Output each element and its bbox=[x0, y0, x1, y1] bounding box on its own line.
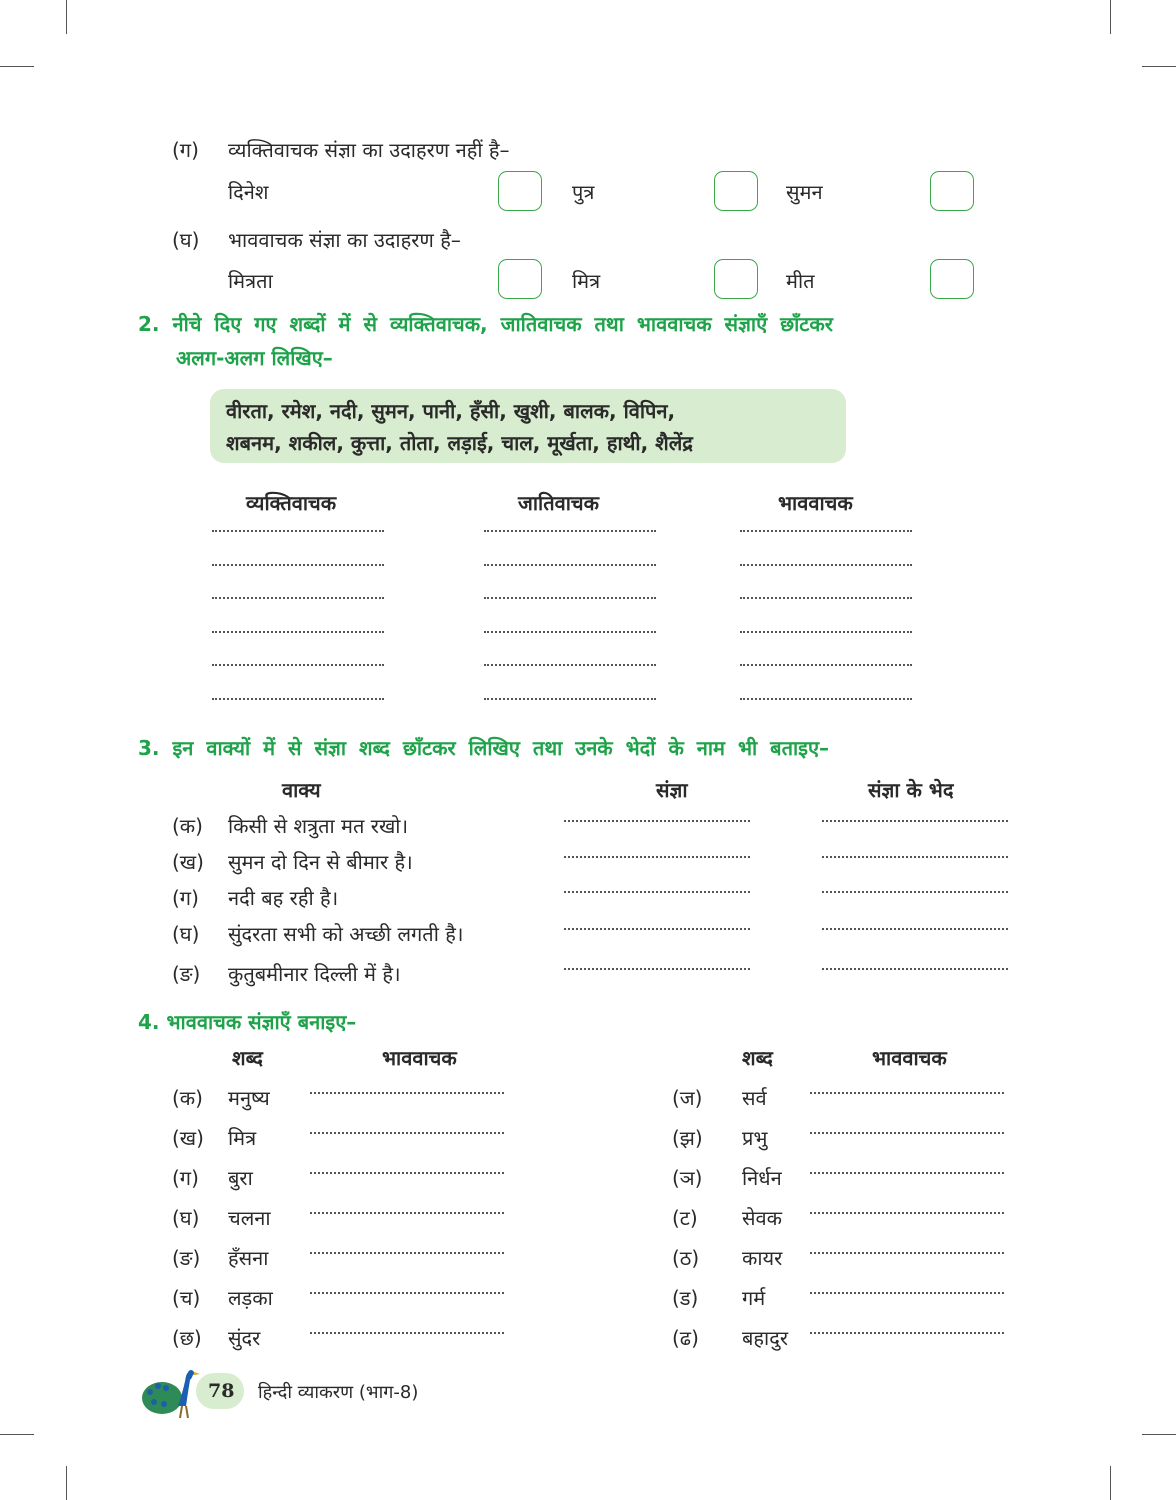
abstract-noun-answer-line[interactable] bbox=[310, 1092, 504, 1094]
noun-type-answer-line[interactable] bbox=[822, 891, 1008, 893]
book-title: हिन्दी व्याकरण (भाग-8) bbox=[258, 1382, 419, 1403]
q1-g-option-1: दिनेश bbox=[228, 180, 269, 204]
answer-checkbox[interactable] bbox=[714, 259, 758, 299]
word-bank-line-1: वीरता, रमेश, नदी, सुमन, पानी, हँसी, खुशी, बालक, विपिन, bbox=[226, 399, 676, 423]
q3-row-label: (घ) bbox=[172, 922, 200, 946]
q4-row-word: लड़का bbox=[228, 1286, 273, 1310]
q4-row-word: कायर bbox=[742, 1246, 783, 1270]
answer-line[interactable] bbox=[740, 664, 912, 666]
q2-heading-cont: अलग-अलग लिखिए– bbox=[176, 346, 333, 370]
answer-line[interactable] bbox=[484, 530, 656, 532]
q4-row-label: (ठ) bbox=[672, 1246, 700, 1270]
q4-row-label: (ग) bbox=[172, 1166, 199, 1190]
crop-mark bbox=[66, 1466, 67, 1500]
abstract-noun-answer-line[interactable] bbox=[810, 1292, 1004, 1294]
abstract-noun-answer-line[interactable] bbox=[810, 1332, 1004, 1334]
word-bank bbox=[210, 389, 846, 463]
q1-gh-question: भाववाचक संज्ञा का उदाहरण है– bbox=[228, 228, 461, 252]
q3-row-sentence: सुमन दो दिन से बीमार है। bbox=[228, 850, 413, 874]
column-header-proper: व्यक्तिवाचक bbox=[246, 491, 337, 515]
abstract-noun-answer-line[interactable] bbox=[810, 1172, 1004, 1174]
answer-line[interactable] bbox=[484, 564, 656, 566]
q1-gh-option-3: मीत bbox=[786, 269, 815, 293]
noun-answer-line[interactable] bbox=[564, 856, 750, 858]
q4-row-word: सुंदर bbox=[228, 1326, 261, 1350]
q4-column-word: शब्द bbox=[232, 1046, 263, 1070]
peacock-icon bbox=[140, 1362, 204, 1422]
q4-row-word: निर्धन bbox=[742, 1166, 782, 1190]
answer-line[interactable] bbox=[740, 530, 912, 532]
abstract-noun-answer-line[interactable] bbox=[810, 1212, 1004, 1214]
q4-row-word: सेवक bbox=[742, 1206, 782, 1230]
q1-g-option-2: पुत्र bbox=[572, 180, 595, 204]
crop-mark bbox=[0, 66, 34, 67]
q4-column-abstract: भाववाचक bbox=[872, 1046, 947, 1070]
q3-row-sentence: कुतुबमीनार दिल्ली में है। bbox=[228, 962, 401, 986]
abstract-noun-answer-line[interactable] bbox=[310, 1172, 504, 1174]
q3-row-sentence: नदी बह रही है। bbox=[228, 886, 339, 910]
q4-row-word: गर्म bbox=[742, 1286, 766, 1310]
q3-heading: 3. इन वाक्यों में से संज्ञा शब्द छाँटकर लिखिए तथा उनके भेदों के नाम भी बताइए– bbox=[138, 736, 830, 760]
word-bank-line-2: शबनम, शकील, कुत्ता, तोता, लड़ाई, चाल, मूर्खता, हाथी, शैलेंद्र bbox=[226, 431, 693, 455]
abstract-noun-answer-line[interactable] bbox=[310, 1252, 504, 1254]
crop-mark bbox=[0, 1434, 34, 1435]
q1-gh-label: (घ) bbox=[172, 228, 200, 252]
answer-checkbox[interactable] bbox=[714, 171, 758, 211]
answer-line[interactable] bbox=[212, 664, 384, 666]
answer-line[interactable] bbox=[212, 631, 384, 633]
crop-mark bbox=[1110, 0, 1111, 34]
noun-answer-line[interactable] bbox=[564, 820, 750, 822]
q3-row-label: (क) bbox=[172, 814, 203, 838]
q4-row-label: (ख) bbox=[172, 1126, 204, 1150]
abstract-noun-answer-line[interactable] bbox=[810, 1092, 1004, 1094]
answer-line[interactable] bbox=[212, 597, 384, 599]
answer-checkbox[interactable] bbox=[930, 171, 974, 211]
q4-column-word: शब्द bbox=[742, 1046, 773, 1070]
q4-row-word: बहादुर bbox=[742, 1326, 789, 1350]
q4-heading: 4. भाववाचक संज्ञाएँ बनाइए– bbox=[138, 1010, 357, 1034]
crop-mark bbox=[1142, 1434, 1176, 1435]
q4-row-word: चलना bbox=[228, 1206, 271, 1230]
q1-g-label: (ग) bbox=[172, 138, 199, 162]
q4-row-label: (ड) bbox=[672, 1286, 699, 1310]
answer-line[interactable] bbox=[212, 564, 384, 566]
q4-row-label: (क) bbox=[172, 1086, 203, 1110]
q4-row-label: (ञ) bbox=[672, 1166, 703, 1190]
abstract-noun-answer-line[interactable] bbox=[310, 1212, 504, 1214]
answer-line[interactable] bbox=[740, 698, 912, 700]
crop-mark bbox=[1142, 66, 1176, 67]
crop-mark bbox=[1110, 1466, 1111, 1500]
answer-checkbox[interactable] bbox=[498, 171, 542, 211]
abstract-noun-answer-line[interactable] bbox=[310, 1132, 504, 1134]
q4-row-word: बुरा bbox=[228, 1166, 253, 1190]
q4-column-abstract: भाववाचक bbox=[382, 1046, 457, 1070]
column-header-common: जातिवाचक bbox=[518, 491, 599, 515]
q3-row-sentence: किसी से शत्रुता मत रखो। bbox=[228, 814, 409, 838]
q4-row-word: प्रभु bbox=[742, 1126, 768, 1150]
q3-row-label: (ग) bbox=[172, 886, 199, 910]
answer-checkbox[interactable] bbox=[930, 259, 974, 299]
q3-column-type: संज्ञा के भेद bbox=[868, 778, 954, 802]
q4-row-label: (ट) bbox=[672, 1206, 698, 1230]
q3-row-label: (ख) bbox=[172, 850, 204, 874]
answer-line[interactable] bbox=[740, 631, 912, 633]
answer-line[interactable] bbox=[740, 597, 912, 599]
noun-type-answer-line[interactable] bbox=[822, 928, 1008, 930]
abstract-noun-answer-line[interactable] bbox=[810, 1252, 1004, 1254]
abstract-noun-answer-line[interactable] bbox=[310, 1332, 504, 1334]
q1-gh-option-1: मित्रता bbox=[228, 269, 273, 293]
noun-type-answer-line[interactable] bbox=[822, 968, 1008, 970]
q4-row-word: सर्व bbox=[742, 1086, 767, 1110]
answer-checkbox[interactable] bbox=[498, 259, 542, 299]
q4-row-label: (ज) bbox=[672, 1086, 703, 1110]
answer-line[interactable] bbox=[484, 698, 656, 700]
q2-heading: 2. नीचे दिए गए शब्दों में से व्यक्तिवाचक, जातिवाचक तथा भाववाचक संज्ञाएँ छाँटकर bbox=[138, 312, 833, 336]
q1-gh-option-2: मित्र bbox=[572, 269, 601, 293]
q3-column-noun: संज्ञा bbox=[656, 778, 688, 802]
q1-g-option-3: सुमन bbox=[786, 180, 823, 204]
answer-line[interactable] bbox=[484, 664, 656, 666]
answer-line[interactable] bbox=[484, 597, 656, 599]
column-header-abstract: भाववाचक bbox=[778, 491, 853, 515]
q4-row-label: (घ) bbox=[172, 1206, 200, 1230]
q4-row-label: (झ) bbox=[672, 1126, 703, 1150]
abstract-noun-answer-line[interactable] bbox=[810, 1132, 1004, 1134]
noun-answer-line[interactable] bbox=[564, 891, 750, 893]
noun-answer-line[interactable] bbox=[564, 968, 750, 970]
page-number: 78 bbox=[208, 1380, 235, 1402]
q3-column-sentence: वाक्य bbox=[282, 778, 321, 802]
q4-row-label: (ढ) bbox=[672, 1326, 699, 1350]
q4-row-label: (छ) bbox=[172, 1326, 202, 1350]
noun-answer-line[interactable] bbox=[564, 928, 750, 930]
q4-row-label: (च) bbox=[172, 1286, 201, 1310]
answer-line[interactable] bbox=[484, 631, 656, 633]
crop-mark bbox=[66, 0, 67, 34]
noun-type-answer-line[interactable] bbox=[822, 820, 1008, 822]
q4-row-label: (ङ) bbox=[172, 1246, 201, 1270]
noun-type-answer-line[interactable] bbox=[822, 856, 1008, 858]
answer-line[interactable] bbox=[740, 564, 912, 566]
abstract-noun-answer-line[interactable] bbox=[310, 1292, 504, 1294]
q4-row-word: मित्र bbox=[228, 1126, 257, 1150]
answer-line[interactable] bbox=[212, 530, 384, 532]
q3-row-sentence: सुंदरता सभी को अच्छी लगती है। bbox=[228, 922, 464, 946]
q3-row-label: (ङ) bbox=[172, 962, 201, 986]
q1-g-question: व्यक्तिवाचक संज्ञा का उदाहरण नहीं है– bbox=[228, 138, 510, 162]
q4-row-word: हँसना bbox=[228, 1246, 269, 1270]
answer-line[interactable] bbox=[212, 698, 384, 700]
q4-row-word: मनुष्य bbox=[228, 1086, 270, 1110]
